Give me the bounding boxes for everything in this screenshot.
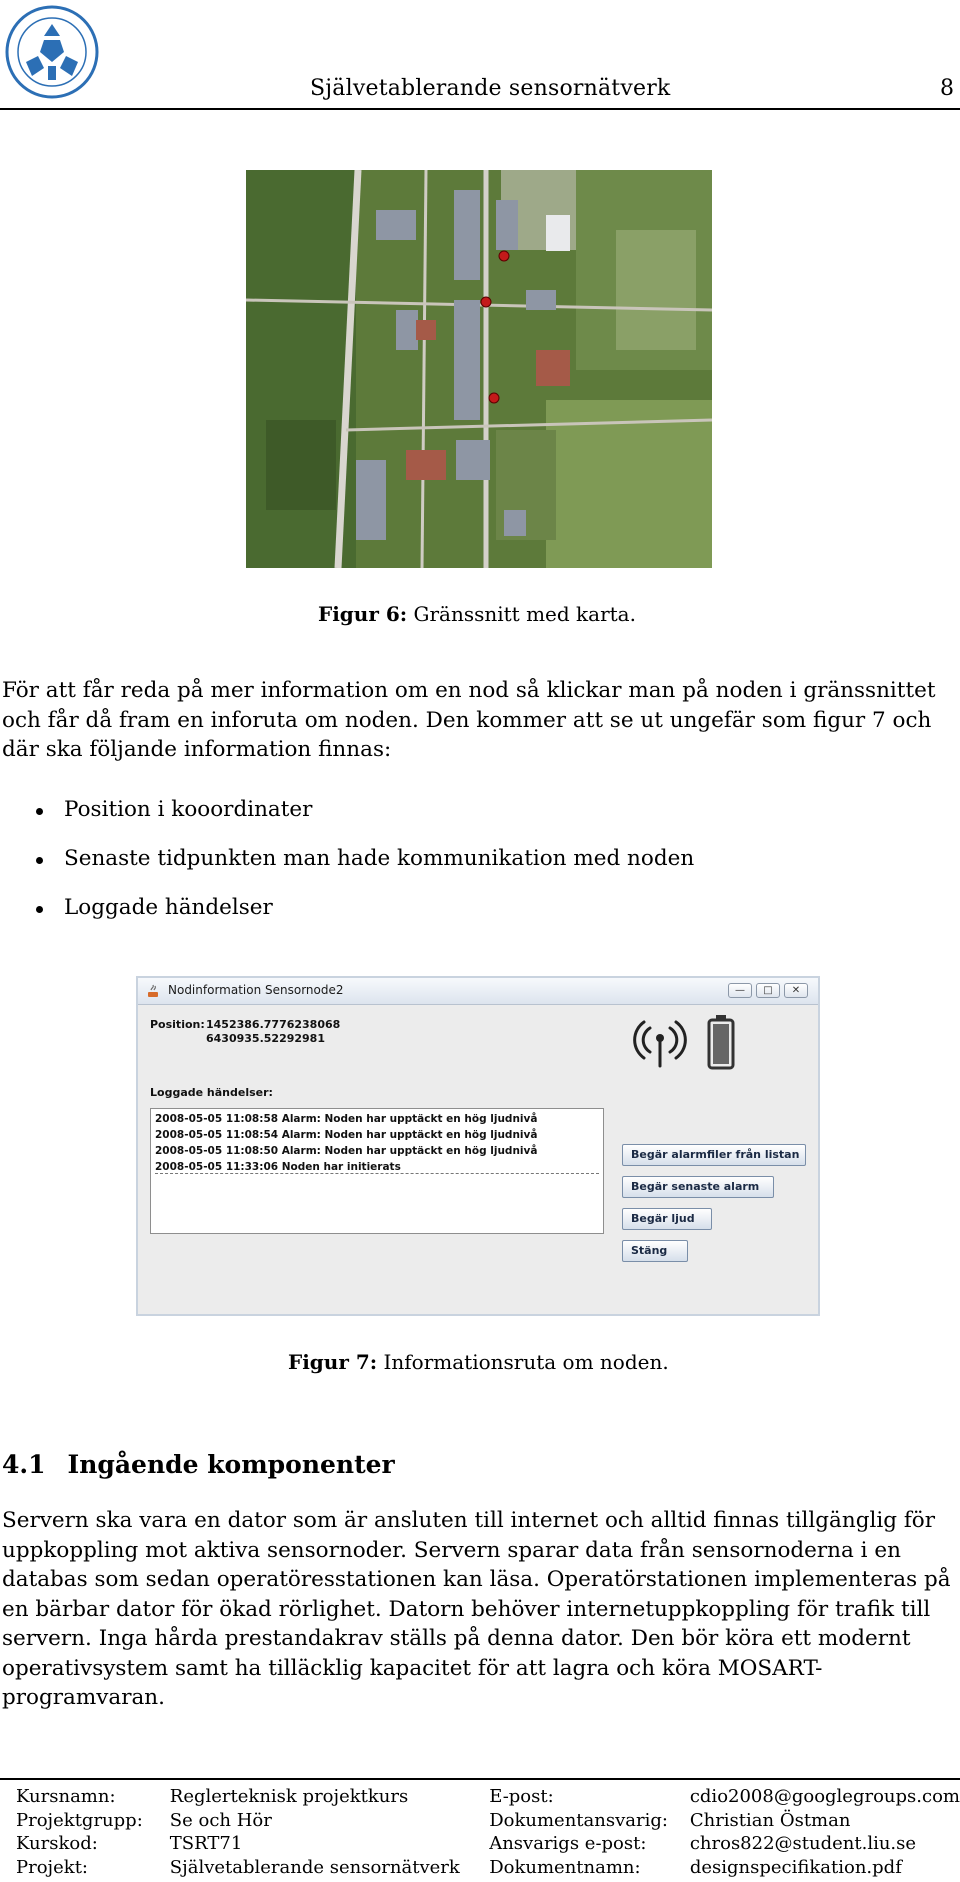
- header-title: Självetablerande sensornätverk: [310, 76, 671, 101]
- position-label: Position:: [150, 1018, 205, 1031]
- request-latest-alarm-button[interactable]: Begär senaste alarm: [622, 1176, 774, 1198]
- request-alarm-files-button[interactable]: Begär alarmfiler från listan: [622, 1144, 806, 1166]
- log-entry[interactable]: 2008-05-05 11:08:58 Alarm: Noden har upptäckt en hög ljudnivå: [155, 1113, 538, 1125]
- battery-icon: [706, 1014, 736, 1070]
- antenna-icon: [630, 1018, 690, 1068]
- footer-table: [16, 1786, 960, 1880]
- section-heading: [2, 1450, 395, 1479]
- log-entry[interactable]: 2008-05-05 11:33:06 Noden har initierats: [155, 1161, 599, 1174]
- request-sound-button[interactable]: Begär ljud: [622, 1208, 712, 1230]
- log-entry[interactable]: 2008-05-05 11:08:50 Alarm: Noden har upptäckt en hög ljudnivå: [155, 1145, 538, 1157]
- header-divider: [0, 108, 960, 110]
- log-entry[interactable]: 2008-05-05 11:08:54 Alarm: Noden har upptäckt en hög ljudnivå: [155, 1129, 538, 1141]
- aerial-map-image: [246, 170, 712, 568]
- list-item: Senaste tidpunkten man hade kommunikation med noden: [36, 846, 694, 871]
- maximize-icon[interactable]: □: [756, 983, 780, 998]
- footer-row: Kursnamn: Reglerteknisk projektkurs E-post: cdio2008@googlegroups.com: [16, 1786, 960, 1807]
- figure-7-caption: Figur 7: Informationsruta om noden.: [288, 1350, 669, 1374]
- footer-divider: [0, 1778, 960, 1780]
- log-label: Loggade händelser:: [150, 1086, 273, 1099]
- section-number: 4.1: [2, 1450, 46, 1479]
- minimize-icon[interactable]: —: [728, 983, 752, 998]
- position-y-value: 6430935.52292981: [206, 1032, 325, 1045]
- close-icon[interactable]: ✕: [784, 983, 808, 998]
- node-info-window: [136, 976, 820, 1316]
- close-button[interactable]: Stäng: [622, 1240, 688, 1262]
- section-title: Ingående komponenter: [67, 1450, 395, 1479]
- page-number: 8: [940, 76, 954, 101]
- list-item: Loggade händelser: [36, 895, 273, 920]
- java-app-icon: [146, 983, 162, 999]
- footer-row: Kurskod: TSRT71 Ansvarigs e-post: chros822@student.liu.se: [16, 1833, 917, 1854]
- paragraph-components: Servern ska vara en dator som är ansluten till internet och alltid finnas tillgänglig för uppkoppling mot aktiva sensornoder. Servern sparar data från sensornoderna i en databas som sedan operatöresstationen kan läsa. Operatörstationen implementeras på en bärbar dator för ökad rörlighet. Datorn behöver internetuppkoppling för trafik till servern. Inga hårda prestandakrav ställs på denna dator. Den bör köra ett modernt operativsystem samt ha tilläcklig kapacitet för att lagra och köra MOSART-programvaran.: [2, 1508, 951, 1710]
- log-list[interactable]: [150, 1108, 604, 1234]
- figure-6-caption: Figur 6: Gränssnitt med karta.: [318, 602, 636, 626]
- position-x-value: 1452386.7776238068: [206, 1018, 341, 1031]
- footer-row: Projekt: Självetablerande sensornätverk Dokumentnamn: designspecifikation.pdf: [16, 1856, 902, 1878]
- list-item: Position i kooordinater: [36, 797, 312, 822]
- window-title: Nodinformation Sensornode2: [168, 983, 344, 997]
- window-titlebar[interactable]: [138, 978, 818, 1005]
- university-logo: [4, 4, 100, 100]
- footer-row: Projektgrupp: Se och Hör Dokumentansvarig: Christian Östman: [16, 1809, 851, 1831]
- paragraph-intro: För att får reda på mer information om en nod så klickar man på noden i gränssnittet och får då fram en inforuta om noden. Den kommer att se ut ungefär som figur 7 och där ska följande information finnas:: [2, 678, 936, 762]
